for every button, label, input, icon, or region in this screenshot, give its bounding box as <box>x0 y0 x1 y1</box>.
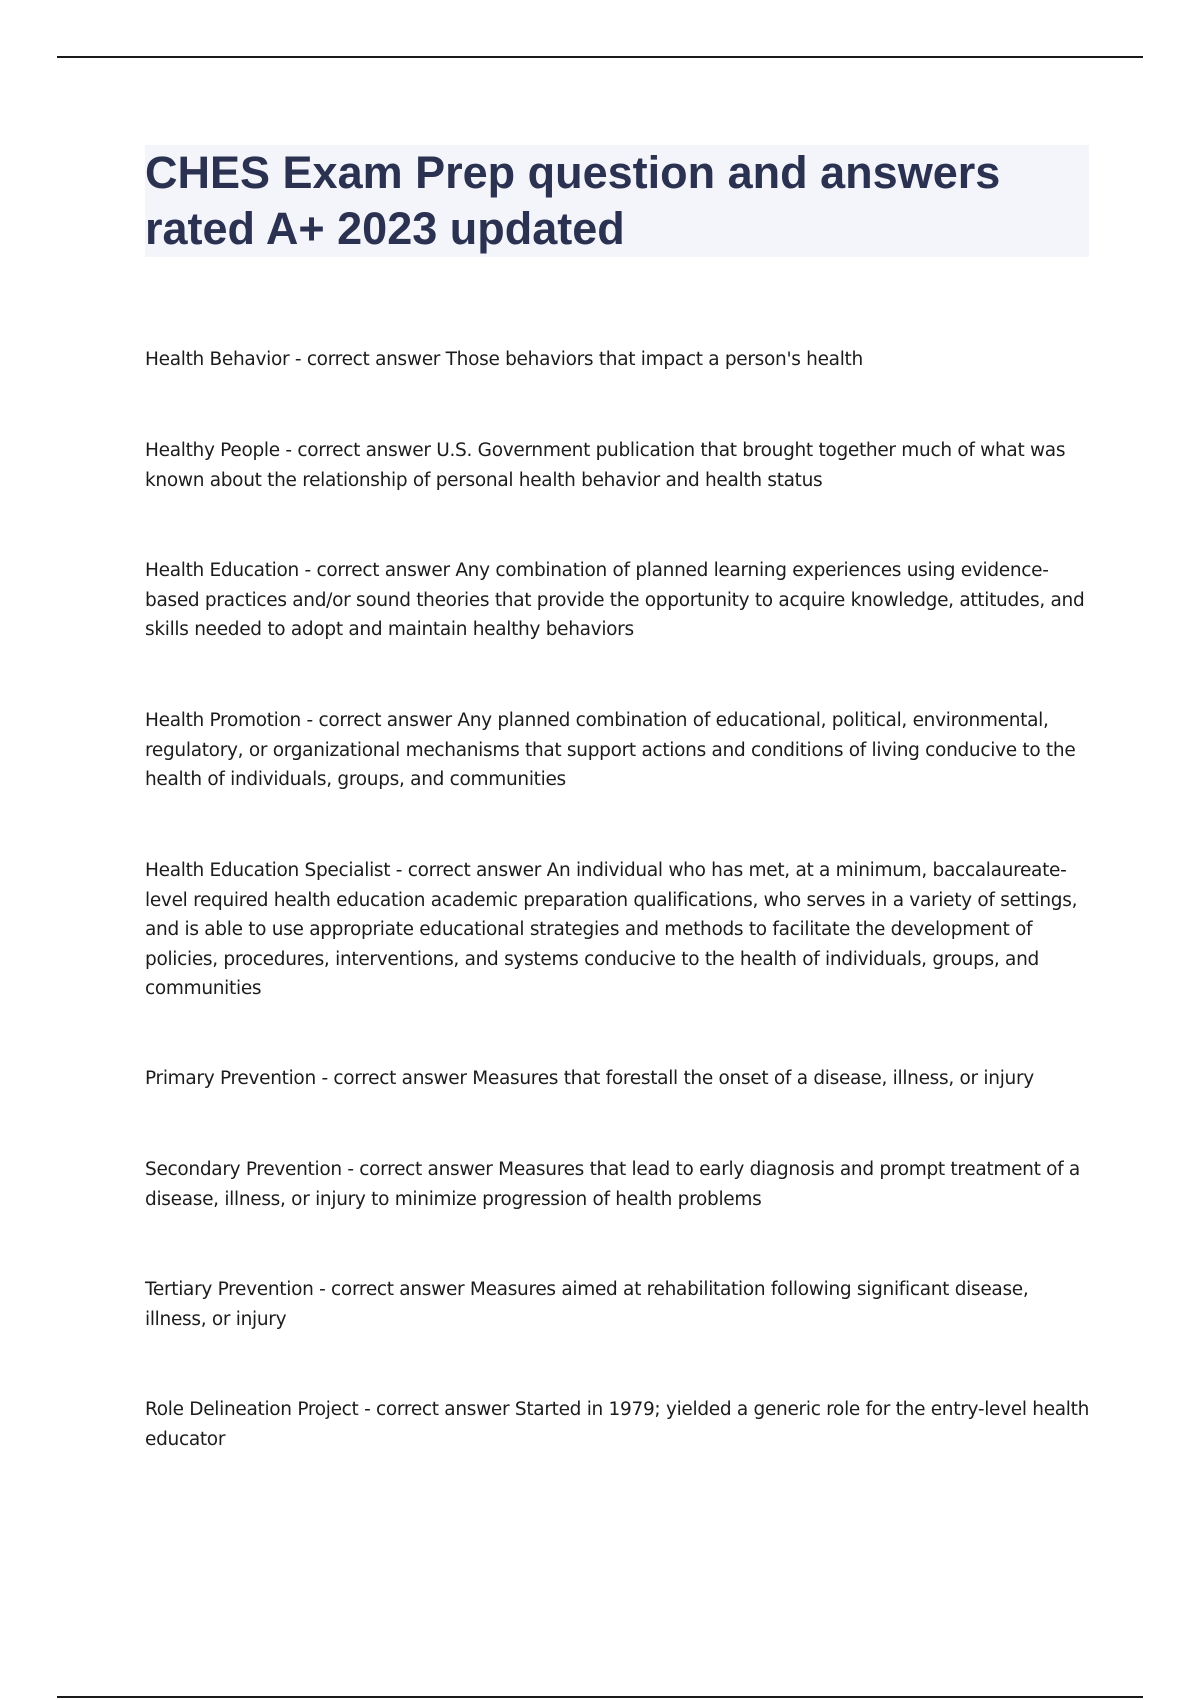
entry-health-behavior: Health Behavior - correct answer Those behaviors that impact a person's health <box>145 349 863 370</box>
top-rule <box>57 56 1143 58</box>
page-title: CHES Exam Prep question and answers rated A+ 2023 updated <box>145 147 1001 254</box>
entry-tertiary-prevention: Tertiary Prevention - correct answer Measures aimed at rehabilitation following significant disease, illness, or injury <box>145 1279 1029 1330</box>
entry-secondary-prevention: Secondary Prevention - correct answer Measures that lead to early diagnosis and prompt treatment of a disease, illness, or injury to minimize progression of health problems <box>145 1159 1080 1210</box>
entry-role-delineation-project: Role Delineation Project - correct answer Started in 1979; yielded a generic role for the entry-level health educator <box>145 1399 1090 1450</box>
entry-health-education-specialist: Health Education Specialist - correct answer An individual who has met, at a minimum, baccalaureate-level required health education academic preparation qualifications, who serves in a variety of settings, and is able to use appropriate educational strategies and methods to facilitate the development of policies, procedures, interventions, and systems conducive to the health of individuals, groups, and communities <box>145 860 1078 999</box>
entry-health-promotion: Health Promotion - correct answer Any planned combination of educational, political, environmental, regulatory, or organizational mechanisms that support actions and conditions of living conducive to the health of individuals, groups, and communities <box>145 710 1076 790</box>
entry-primary-prevention: Primary Prevention - correct answer Measures that forestall the onset of a disease, illness, or injury <box>145 1068 1034 1089</box>
bottom-rule <box>57 1696 1143 1698</box>
title-banner <box>145 145 1089 257</box>
entry-healthy-people: Healthy People - correct answer U.S. Government publication that brought together much of what was known about the relationship of personal health behavior and health status <box>145 440 1066 491</box>
entry-health-education: Health Education - correct answer Any combination of planned learning experiences using evidence-based practices and/or sound theories that provide the opportunity to acquire knowledge, attitudes, and skills needed to adopt and maintain healthy behaviors <box>145 560 1085 640</box>
